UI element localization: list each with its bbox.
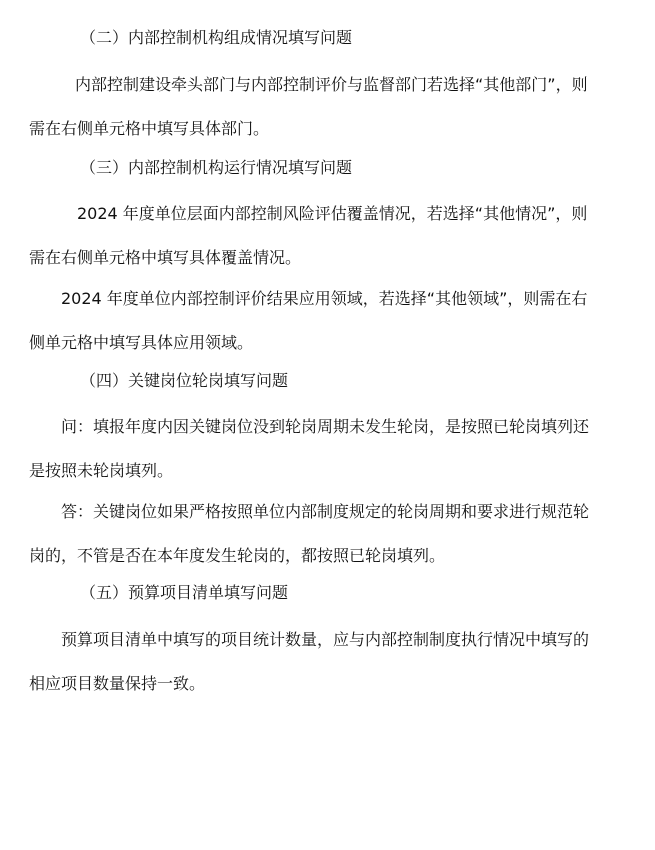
paragraph-line: 岗的，不管是否在本年度发生轮岗的，都按照已轮岗填列。 xyxy=(29,546,446,565)
paragraph-line: 是按照未轮岗填列。 xyxy=(29,461,174,480)
paragraph xyxy=(29,618,626,706)
paragraph xyxy=(29,192,626,280)
paragraph-line: 答：关键岗位如果严格按照单位内部制度规定的轮岗周期和要求进行规范轮 xyxy=(61,502,590,521)
paragraph-line: 需在右侧单元格中填写具体部门。 xyxy=(29,119,270,138)
paragraph xyxy=(29,490,626,578)
paragraph-line: 侧单元格中填写具体应用领域。 xyxy=(29,333,254,352)
paragraph-line: 内部控制建设牵头部门与内部控制评价与监督部门若选择“其他部门”，则 xyxy=(75,75,588,94)
paragraph-line: 2024 年度单位层面内部控制风险评估覆盖情况，若选择“其他情况”，则 xyxy=(77,204,588,223)
section-heading-4: （四）关键岗位轮岗填写问题 xyxy=(80,371,289,390)
section-heading-3: （三）内部控制机构运行情况填写问题 xyxy=(80,158,353,177)
paragraph-line: 预算项目清单中填写的项目统计数量，应与内部控制制度执行情况中填写的 xyxy=(61,630,590,649)
paragraph-line: 需在右侧单元格中填写具体覆盖情况。 xyxy=(29,248,302,267)
paragraph-line: 2024 年度单位内部控制评价结果应用领域，若选择“其他领域”，则需在右 xyxy=(61,289,588,308)
section-heading-5: （五）预算项目清单填写问题 xyxy=(80,583,289,602)
paragraph xyxy=(29,405,626,493)
paragraph-line: 问：填报年度内因关键岗位没到轮岗周期未发生轮岗，是按照已轮岗填列还 xyxy=(61,417,590,436)
paragraph xyxy=(29,277,626,365)
paragraph xyxy=(29,63,626,151)
section-heading-2: （二）内部控制机构组成情况填写问题 xyxy=(80,28,353,47)
paragraph-line: 相应项目数量保持一致。 xyxy=(29,674,206,693)
